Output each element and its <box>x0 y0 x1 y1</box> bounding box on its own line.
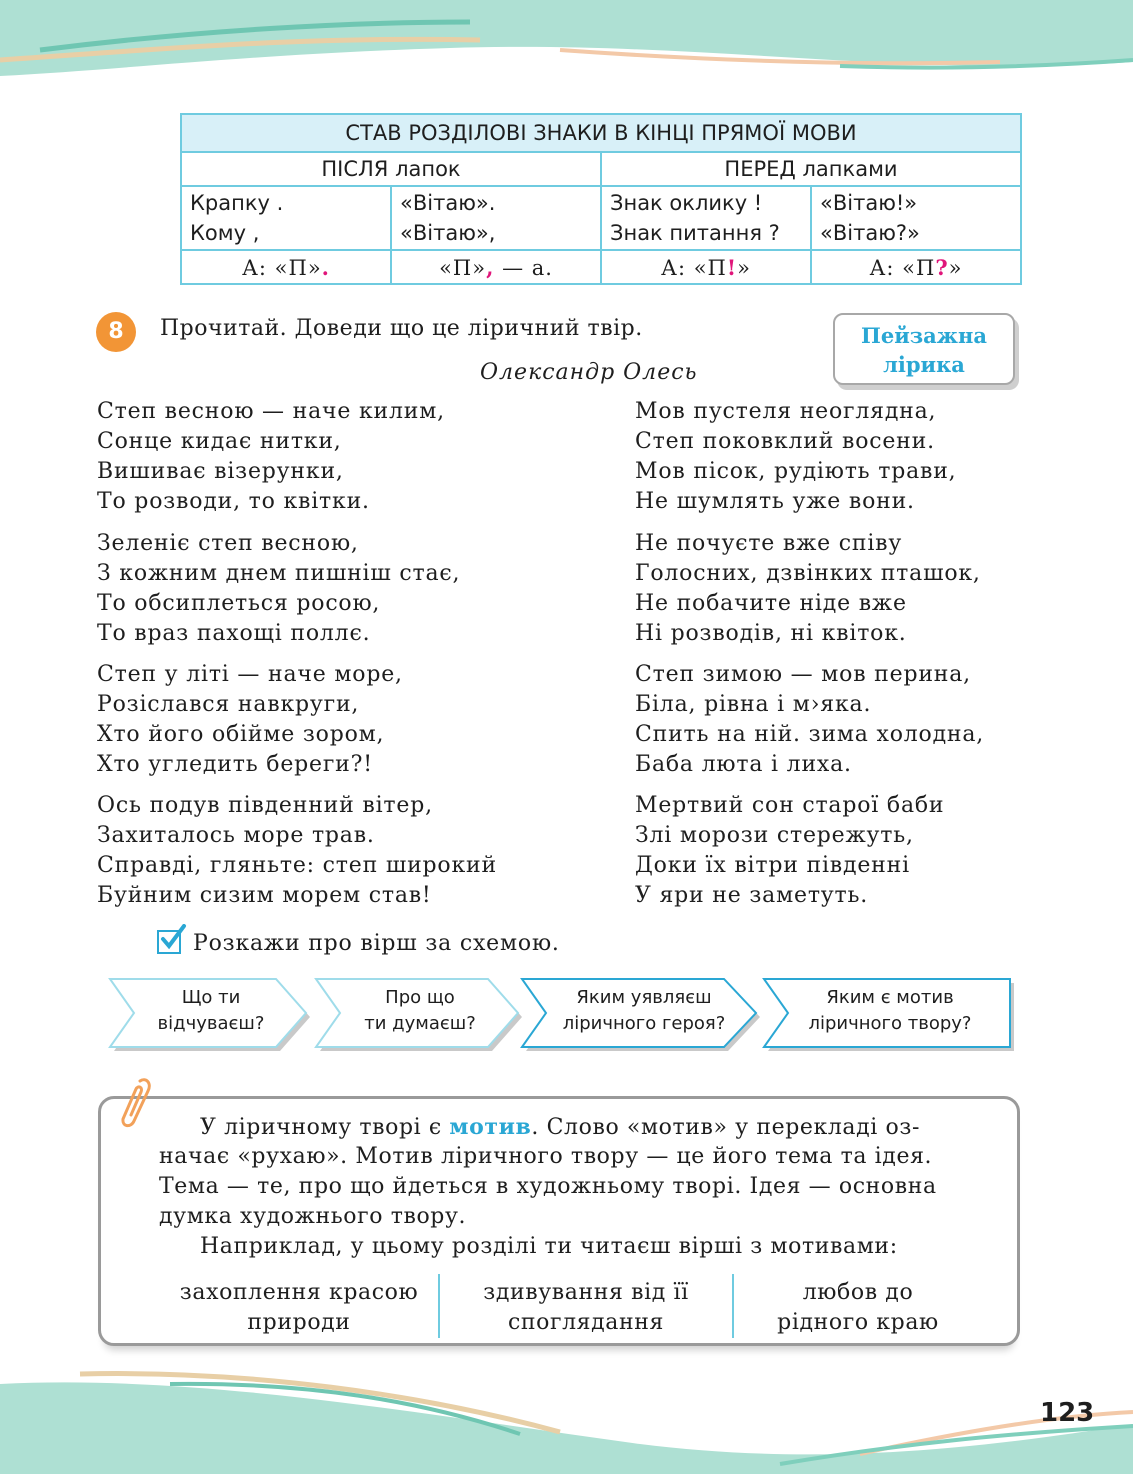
task-text: Розкажи про вірш за схемою. <box>193 931 560 956</box>
scheme-step-1 <box>106 975 306 1047</box>
info-example-line: Наприклад, у цьому розділі ти читаєш вірші з мотивами: <box>200 1234 898 1259</box>
task-instruction <box>157 930 560 956</box>
example-exclamation: «Вітаю!» <box>820 191 918 215</box>
example-question: «Вітаю?» <box>820 221 920 245</box>
stanza-right-4: Мертвий сон старої баби Злі морози стережуть, Доки їх вітри південні У яри не заметуть. <box>635 793 945 908</box>
after-examples-cell <box>391 186 601 250</box>
scheme-step-1-label: Що ти відчуваєш? <box>157 987 265 1034</box>
example-period: «Вітаю». <box>400 191 496 215</box>
mark-period: Крапку . <box>190 191 284 215</box>
stanza-right-3: Степ зимою — мов перина, Біла, рівна і м›яка. Спить на ній. зима холодна, Баба люта і лиха. <box>635 662 985 777</box>
before-marks-cell <box>601 186 811 250</box>
scheme-step-3 <box>518 975 758 1047</box>
scheme-question: А: «П?» <box>811 250 1021 284</box>
page-number: 123 <box>1040 1398 1095 1428</box>
motif-item-1: захоплення красою природи <box>179 1280 419 1335</box>
paperclip-icon <box>118 1075 154 1131</box>
punctuation-rule-table <box>180 113 1022 285</box>
checkbox-icon <box>157 930 181 954</box>
genre-tag: Пейзажна лірика <box>833 313 1015 385</box>
story-scheme <box>100 975 1020 1055</box>
poem-author: Олександр Олесь <box>480 360 698 385</box>
motif-item-3: любов до рідного краю <box>777 1280 939 1335</box>
scheme-period: А: «П». <box>181 250 391 284</box>
motif-divider-2 <box>732 1274 734 1338</box>
info-line-2: начає «рухаю». Мотив ліричного твору — це його тема та ідея. <box>159 1144 933 1169</box>
stanza-left-4: Ось подув південний вітер, Захиталось море трав. Справді, гляньте: степ широкий Буйним сизим морем став! <box>97 793 497 908</box>
stanza-left-1: Степ весною — наче килим, Сонце кидає нитки, Вишиває візерунки, То розводи, то квітки. <box>97 399 445 514</box>
motif-item-2: здивування від її споглядання <box>483 1280 689 1335</box>
scheme-step-3-label: Яким уявляєш ліричного героя? <box>562 987 726 1034</box>
scheme-step-2-label: Про що ти думаєш? <box>364 987 476 1034</box>
stanza-right-1: Мов пустеля неоглядна, Степ поковклий восени. Мов пісок, рудіють трави, Не шумлять уже вони. <box>635 399 957 514</box>
info-paragraph-first-line: У ліричному творі є мотив. Слово «мотив» у перекладі оз- <box>200 1114 920 1140</box>
scheme-step-2 <box>312 975 512 1047</box>
exercise-number-badge: 8 <box>96 312 136 352</box>
exercise-instruction: Прочитай. Доведи що це ліричний твір. <box>160 316 643 341</box>
mark-comma: Кому , <box>190 221 260 245</box>
scheme-step-4 <box>760 975 1016 1047</box>
mark-exclamation: Знак оклику ! <box>610 191 763 215</box>
after-marks-cell <box>181 186 391 250</box>
motif-term: мотив <box>449 1114 532 1140</box>
bottom-decorative-wave <box>0 1334 1133 1474</box>
scheme-step-4-label: Яким є мотив ліричного твору? <box>808 987 972 1034</box>
top-decorative-wave <box>0 0 1133 90</box>
stanza-right-2: Не почуєте вже співу Голосних, дзвінких пташок, Не побачите ніде вже Ні розводів, ні квіток. <box>635 531 981 646</box>
before-examples-cell <box>811 186 1021 250</box>
scheme-comma: «П», — а. <box>391 250 601 284</box>
scheme-exclamation: А: «П!» <box>601 250 811 284</box>
info-line-3: Тема — те, про що йдеться в художньому творі. Ідея — основна <box>159 1174 937 1199</box>
mark-question: Знак питання ? <box>610 221 780 245</box>
column-header-before-quotes: ПЕРЕД лапками <box>601 152 1021 186</box>
example-comma: «Вітаю», <box>400 221 496 245</box>
stanza-left-3: Степ у літі — наче море, Розіслався навкруги, Хто його обійме зором, Хто угледить береги?! <box>97 662 403 777</box>
column-header-after-quotes: ПІСЛЯ лапок <box>181 152 601 186</box>
table-title: СТАВ РОЗДІЛОВІ ЗНАКИ В КІНЦІ ПРЯМОЇ МОВИ <box>181 114 1021 152</box>
motif-divider-1 <box>438 1274 440 1338</box>
info-line-4: думка художнього твору. <box>159 1204 467 1229</box>
stanza-left-2: Зеленіє степ весною, З кожним днем пишніш стає, То обсиплеться росою, То враз пахощі поллє. <box>97 531 461 646</box>
